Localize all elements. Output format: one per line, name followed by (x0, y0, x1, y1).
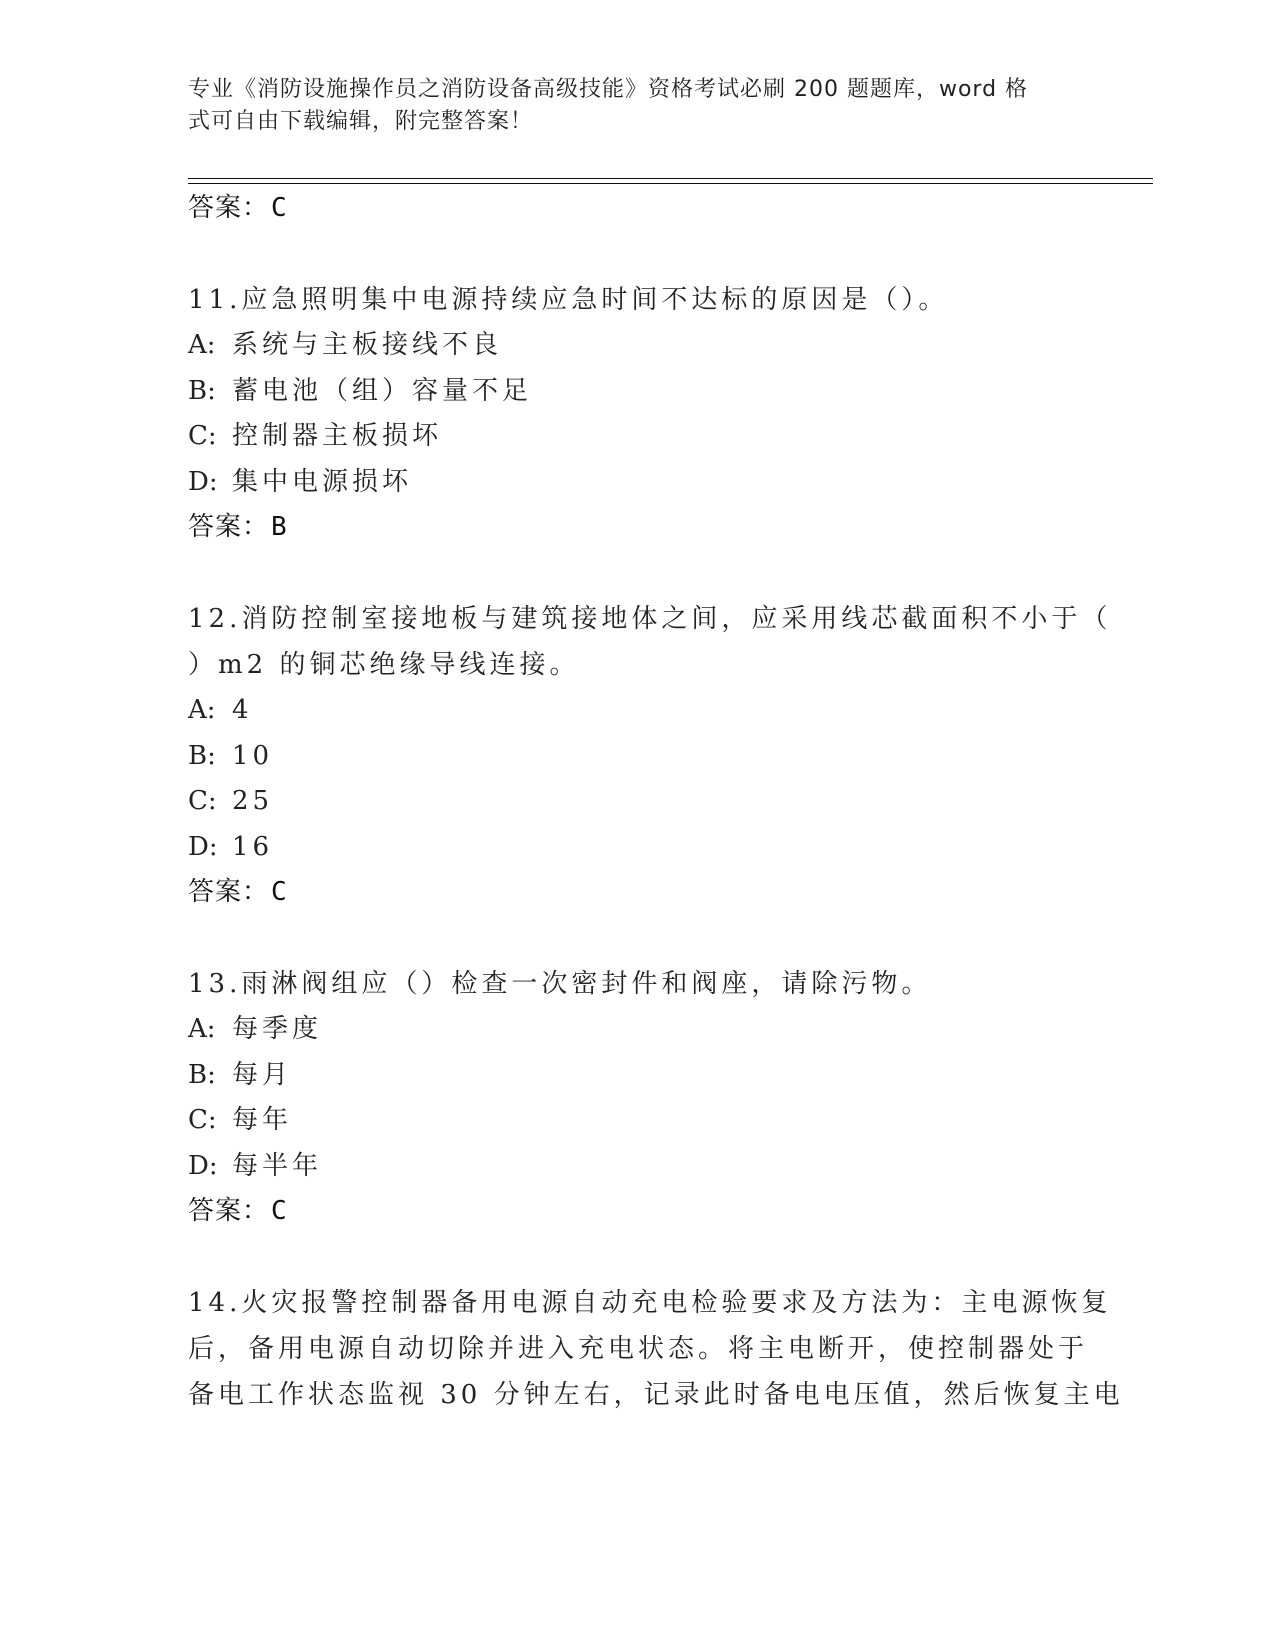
option-key: C: (188, 421, 217, 451)
option-key: B: (188, 1059, 216, 1090)
question-list (188, 186, 1124, 1418)
answer-label: 答案： (188, 193, 270, 223)
question-text-line: 后，备用电源自动切除并进入充电状态。将主电断开，使控制器处于 (188, 1334, 1089, 1364)
answer-letter: C (271, 877, 288, 907)
option-text: 系统与主板接线不良 (232, 330, 503, 360)
answer-option (188, 369, 1068, 415)
answer-option (188, 414, 1068, 460)
answer-option (188, 779, 1068, 825)
answer-option (188, 1053, 1068, 1099)
question-spacer (188, 915, 1068, 961)
question-answer (188, 505, 1068, 550)
option-key: C: (188, 1105, 217, 1135)
header-rule-top (188, 178, 1153, 179)
option-text: 25 (232, 786, 274, 816)
option-key: A: (188, 1014, 216, 1044)
question-text-line: 13.雨淋阀组应（）检查一次密封件和阀座，请除污物。 (188, 969, 932, 999)
option-key: B: (188, 740, 216, 771)
question-answer (188, 870, 1068, 915)
answer-option (188, 688, 1068, 734)
option-text: 4 (232, 695, 253, 725)
answer-letter: B (271, 512, 288, 542)
question-text-line: 备电工作状态监视 30 分钟左右，记录此时备电电压值，然后恢复主电 (188, 1380, 1124, 1410)
option-key: B: (188, 375, 216, 406)
question-spacer (188, 550, 1068, 596)
question-text-line: ）m2 的铜芯绝缘导线连接。 (188, 650, 580, 680)
answer-option (188, 734, 1068, 780)
option-text: 每季度 (232, 1014, 323, 1044)
option-key: C: (188, 786, 217, 816)
question-text-line: 14.火灾报警控制器备用电源自动充电检验要求及方法为：主电源恢复 (188, 1288, 1112, 1318)
question-answer (188, 1189, 1068, 1234)
answer-letter: C (271, 1196, 288, 1226)
question-text-line: 12.消防控制室接地板与建筑接地体之间，应采用线芯截面积不小于（ (188, 604, 1112, 634)
option-text: 16 (232, 831, 274, 862)
answer-letter: C (271, 193, 288, 223)
previous-answer (188, 186, 1068, 231)
answer-option (188, 323, 1068, 369)
document-header (188, 74, 1068, 138)
header-line-2: 式可自由下载编辑，附完整答案！ (188, 109, 534, 134)
header-line-1: 专业《消防设施操作员之消防设备高级技能》资格考试必刷 200 题题库，word 格 (188, 77, 1029, 102)
answer-label: 答案： (188, 877, 270, 907)
option-key: D: (188, 1150, 218, 1181)
answer-label: 答案： (188, 512, 270, 542)
option-text: 控制器主板损坏 (232, 421, 443, 451)
option-text: 10 (232, 740, 274, 771)
question-spacer (188, 231, 1068, 277)
option-key: A: (188, 330, 216, 360)
answer-option (188, 1098, 1068, 1144)
option-text: 每半年 (232, 1150, 323, 1181)
answer-label: 答案： (188, 1196, 270, 1226)
answer-option (188, 1144, 1068, 1190)
header-rule-bottom (188, 183, 1153, 184)
option-key: D: (188, 466, 218, 497)
option-text: 每年 (232, 1105, 293, 1135)
answer-option (188, 460, 1068, 506)
option-text: 蓄电池（组）容量不足 (232, 375, 533, 406)
option-key: A: (188, 695, 216, 725)
option-key: D: (188, 831, 218, 862)
answer-option (188, 1007, 1068, 1053)
answer-option (188, 825, 1068, 871)
question-text-line: 11.应急照明集中电源持续应急时间不达标的原因是（）。 (188, 285, 949, 315)
option-text: 每月 (232, 1059, 293, 1090)
option-text: 集中电源损坏 (232, 466, 413, 497)
question-spacer (188, 1234, 1068, 1280)
